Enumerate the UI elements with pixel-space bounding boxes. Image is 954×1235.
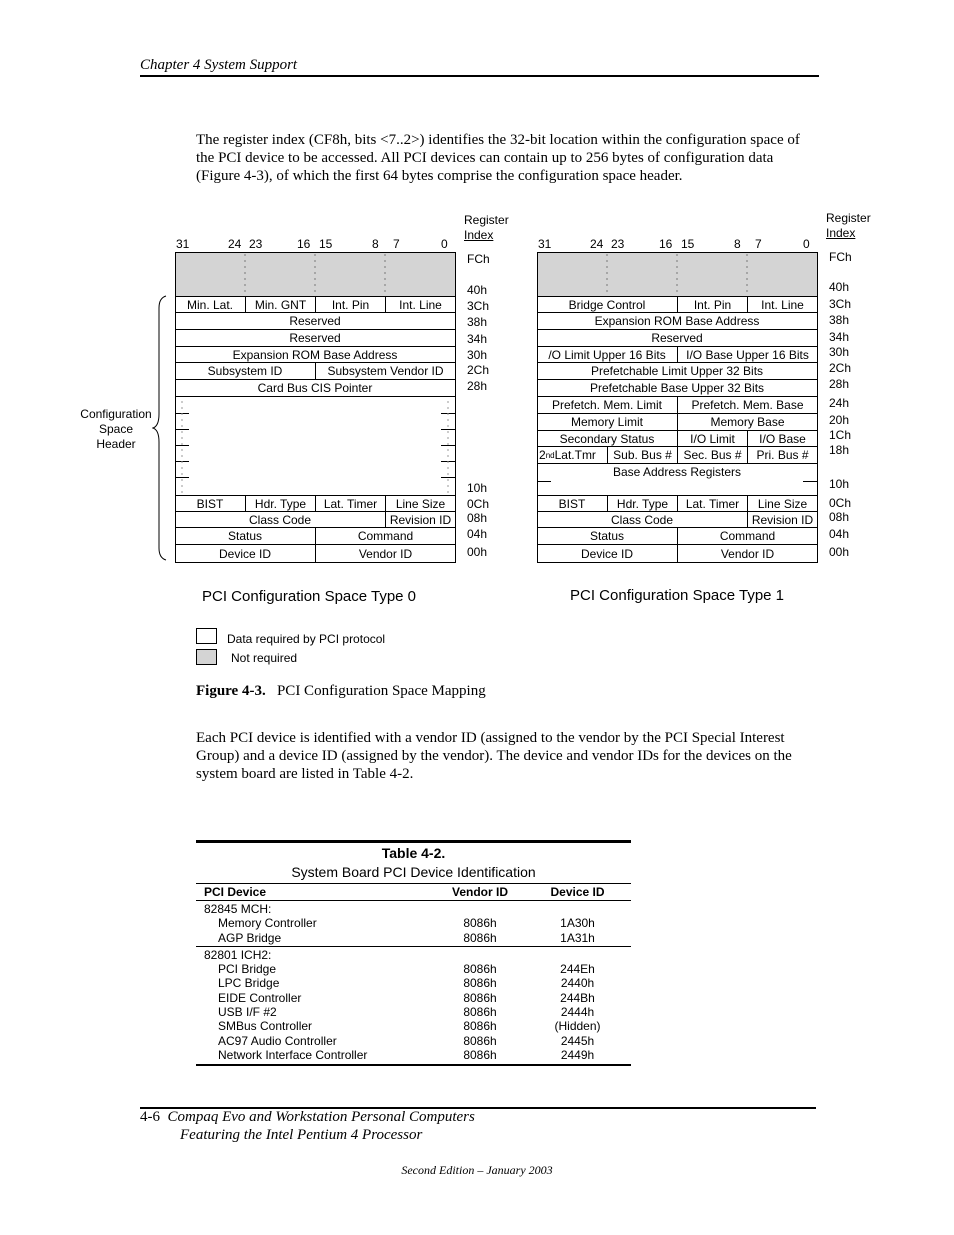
device-id-paragraph: Each PCI device is identified with a vendor ID (assigned to the vendor by the PCI Special Interest Group) and a device ID (assigned by the vendor). The device and vendor IDs for the devices on the system board are listed in Table 4-2.	[196, 730, 792, 782]
type1-register-map	[537, 252, 817, 562]
legend-label-required: Data required by PCI protocol	[227, 632, 386, 646]
table-row: Network Interface Controller 8086h 2449h	[218, 1047, 595, 1062]
footer-line2: Featuring the Intel Pentium 4 Processor	[180, 1127, 423, 1143]
table-row: PCI Bridge 8086h 244Eh	[218, 962, 595, 977]
type1-row-18: 2 nd Lat.Tmr Sub. Bus # Sec. Bus # Pri. Bus #	[537, 447, 817, 464]
table-subtitle: System Board PCI Device Identification	[291, 864, 536, 880]
type0-row-34: Reserved	[175, 330, 455, 347]
legend-swatch-not-required	[196, 649, 217, 665]
type0-row-00: Device ID Vendor ID	[175, 545, 455, 562]
table-row: Memory Controller 8086h 1A30h	[218, 916, 595, 931]
type0-row-08: Class Code Revision ID	[175, 512, 455, 528]
type0-row-30: Expansion ROM Base Address	[175, 347, 455, 363]
type1-row-38: Expansion ROM Base Address	[537, 313, 817, 330]
legend-swatch-required	[196, 628, 217, 644]
type1-row-1c: Secondary Status I/O Limit I/O Base	[537, 431, 817, 447]
figure-caption: Figure 4-3. PCI Configuration Space Mapping	[196, 683, 486, 699]
table-group-label: 82845 MCH:	[204, 902, 272, 916]
table-group-ich2	[196, 947, 631, 1066]
type1-row-08: Class Code Revision ID	[537, 512, 817, 528]
type0-row-38: Reserved	[175, 313, 455, 330]
type1-row-20: Memory Limit Memory Base	[537, 414, 817, 431]
table-group-label: 82801 ICH2:	[204, 947, 272, 962]
type1-row-34: Reserved	[537, 330, 817, 347]
table-header-row: PCI Device Vendor ID Device ID	[196, 883, 631, 901]
type0-row-28: Card Bus CIS Pointer	[175, 380, 455, 397]
table-row: AC97 Audio Controller 8086h 2445h	[218, 1033, 595, 1048]
legend-label-not-required: Not required	[231, 651, 298, 665]
device-id-table	[196, 840, 631, 1066]
type0-register-map	[175, 252, 455, 562]
table-group-mch	[196, 901, 631, 947]
type1-row-3c: Bridge Control Int. Pin Int. Line	[537, 296, 817, 313]
type0-row-3c: Min. Lat. Min. GNT Int. Pin Int. Line	[175, 296, 455, 313]
edition-note: Second Edition – January 2003	[401, 1163, 553, 1177]
type1-row-04: Status Command	[537, 528, 817, 545]
type1-row-0c: BIST Hdr. Type Lat. Timer Line Size	[537, 495, 817, 512]
intro-paragraph: The register index (CF8h, bits <7..2>) identifies the 32-bit location within the configuration space of the PCI device to be accessed. All PCI devices can contain up to 256 bytes of configuration data (Figure 4-3), of which the first 64 bytes comprise the configuration space header.	[196, 132, 800, 184]
table-row: AGP Bridge 8086h 1A31h	[218, 930, 595, 945]
curly-brace	[152, 294, 168, 562]
table-row: SMBus Controller 8086h (Hidden)	[218, 1019, 601, 1034]
table-row: LPC Bridge 8086h 2440h	[218, 976, 595, 991]
type1-row-2c: Prefetchable Limit Upper 32 Bits	[537, 363, 817, 380]
header-rule	[140, 75, 819, 77]
type1-row-10: Base Address Registers	[612, 465, 742, 479]
table-row: EIDE Controller 8086h 244Bh	[218, 990, 595, 1005]
table-row: USB I/F #2 8086h 2444h	[218, 1005, 595, 1020]
type1-row-24: Prefetch. Mem. Limit Prefetch. Mem. Base	[537, 397, 817, 414]
type0-row-2c: Subsystem ID Subsystem Vendor ID	[175, 363, 455, 380]
footer-line1: 4-6 Compaq Evo and Workstation Personal Computers	[140, 1109, 475, 1125]
type0-row-04: Status Command	[175, 528, 455, 545]
table-title: Table 4-2.	[381, 845, 446, 861]
type1-row-28: Prefetchable Base Upper 32 Bits	[537, 380, 817, 397]
type1-row-30: /O Limit Upper 16 Bits I/O Base Upper 16 Bits	[537, 347, 817, 363]
type1-caption: PCI Configuration Space Type 1	[570, 587, 785, 604]
type0-caption: PCI Configuration Space Type 0	[202, 588, 417, 605]
config-space-header-label: Configuration Space Header	[80, 407, 152, 451]
type1-register-index-heading: Register Index	[826, 211, 871, 240]
type1-row-00: Device ID Vendor ID	[537, 545, 817, 562]
type0-register-index-heading: Register Index	[464, 213, 509, 242]
type0-row-0c: BIST Hdr. Type Lat. Timer Line Size	[175, 495, 455, 512]
chapter-header: Chapter 4 System Support	[140, 57, 298, 73]
